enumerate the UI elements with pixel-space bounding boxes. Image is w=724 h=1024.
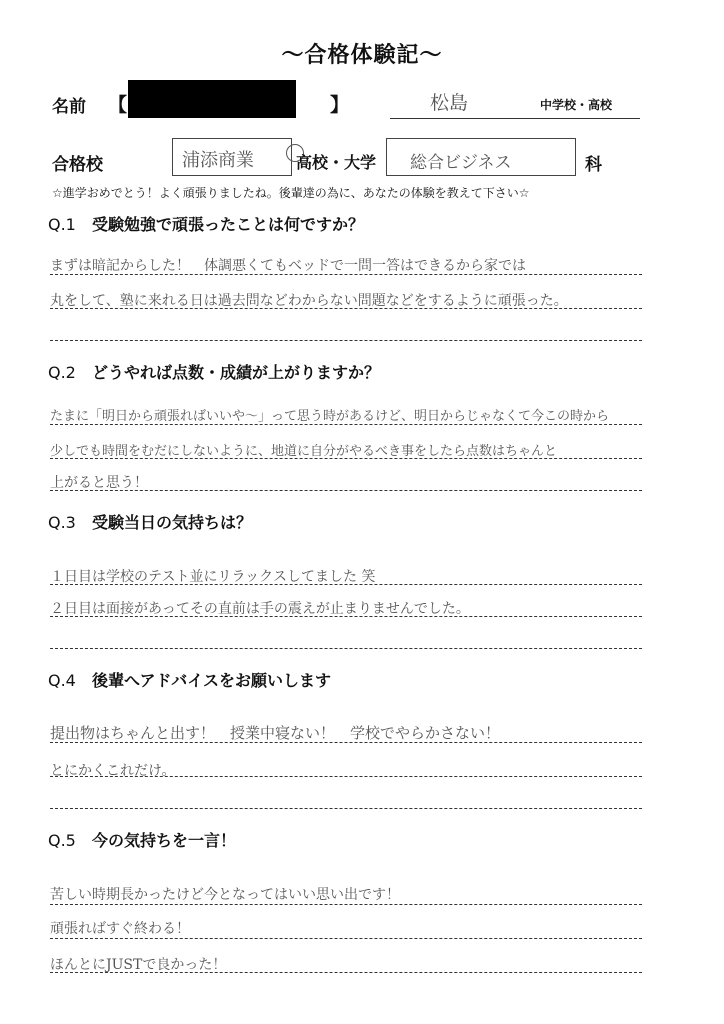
school-type-label: 中学校・高校	[540, 98, 613, 112]
answer-line: 丸をして、塾に来れる日は過去問などわからない問題などをするように頑張った。	[50, 293, 568, 309]
question-number: Q.2	[48, 363, 76, 382]
department-suffix: 科	[585, 155, 602, 175]
answer-line: ２日目は面接があってその直前は手の震えが止まりませんでした。	[50, 601, 470, 617]
answer-rule	[50, 340, 642, 341]
answer-rule	[50, 938, 642, 939]
answer-line: 苦しい時期長かったけど今となってはいい思い出です！	[50, 887, 400, 903]
question-text: どうやれば点数・成績が上がりますか？	[92, 363, 381, 382]
redacted-name	[128, 80, 296, 118]
answer-line: とにかくこれだけ。	[50, 763, 176, 779]
name-bracket-open: 【	[108, 94, 128, 116]
department-handwritten: 総合ビジネス	[410, 153, 512, 173]
question-number: Q.4	[48, 671, 76, 690]
instruction-note: ☆進学おめでとう！よく頑張りましたね。後輩達の為に、あなたの体験を教えて下さい☆	[52, 186, 530, 200]
answer-rule	[50, 972, 642, 973]
answer-line: ほんとにJUSTで良かった！	[50, 957, 227, 973]
answer-line: 上がると思う！	[50, 475, 148, 491]
name-underline	[390, 118, 640, 119]
answer-rule	[50, 424, 642, 425]
answer-rule	[50, 274, 642, 275]
question-text: 受験勉強で頑張ったことは何ですか？	[92, 215, 365, 234]
answer-rule	[50, 904, 642, 905]
question-number: Q.5	[48, 831, 76, 850]
name-label: 名前	[52, 97, 86, 117]
answer-rule	[50, 742, 642, 743]
question-5	[48, 828, 236, 851]
name-bracket-close: 】	[330, 94, 350, 116]
answer-line: まずは暗記からした！ 体調悪くてもベッドで一問一答はできるから家では	[50, 258, 526, 274]
answer-line: 少しでも時間をむだにしないように、地道に自分がやるべき事をしたら点数はちゃんと	[50, 444, 558, 459]
question-4	[48, 668, 331, 691]
question-text: 今の気持ちを一言！	[92, 831, 237, 850]
answer-rule	[50, 458, 642, 459]
answer-rule	[50, 808, 642, 809]
question-text: 後輩へアドバイスをお願いします	[92, 671, 332, 690]
school-name-handwritten: 松島	[430, 92, 469, 114]
answer-line: 提出物はちゃんと出す！ 授業中寝ない！ 学校でやらかさない！	[50, 724, 501, 742]
answer-line: たまに「明日から頑張ればいいや〜」って思う時があるけど、明日からじゃなくて今この時から	[50, 409, 610, 424]
passed-school-label: 合格校	[52, 155, 103, 175]
question-number: Q.1	[48, 215, 76, 234]
passed-school-handwritten: 浦添商業	[182, 150, 254, 171]
answer-rule	[50, 308, 642, 309]
question-number: Q.3	[48, 513, 76, 532]
answer-rule	[50, 490, 642, 491]
page-title: 〜合格体験記〜	[281, 43, 443, 68]
question-1	[48, 212, 364, 235]
answer-rule	[50, 616, 642, 617]
question-text: 受験当日の気持ちは？	[92, 513, 253, 532]
answer-rule	[50, 584, 642, 585]
answer-rule	[50, 648, 642, 649]
answer-line: 頑張ればすぐ終わる！	[50, 921, 190, 937]
answer-rule	[50, 776, 642, 777]
answer-line: １日目は学校のテスト並にリラックスしてました 笑	[50, 569, 376, 585]
question-2	[48, 360, 380, 383]
question-3	[48, 510, 252, 533]
school-kind-label: 高校・大学	[296, 153, 377, 172]
